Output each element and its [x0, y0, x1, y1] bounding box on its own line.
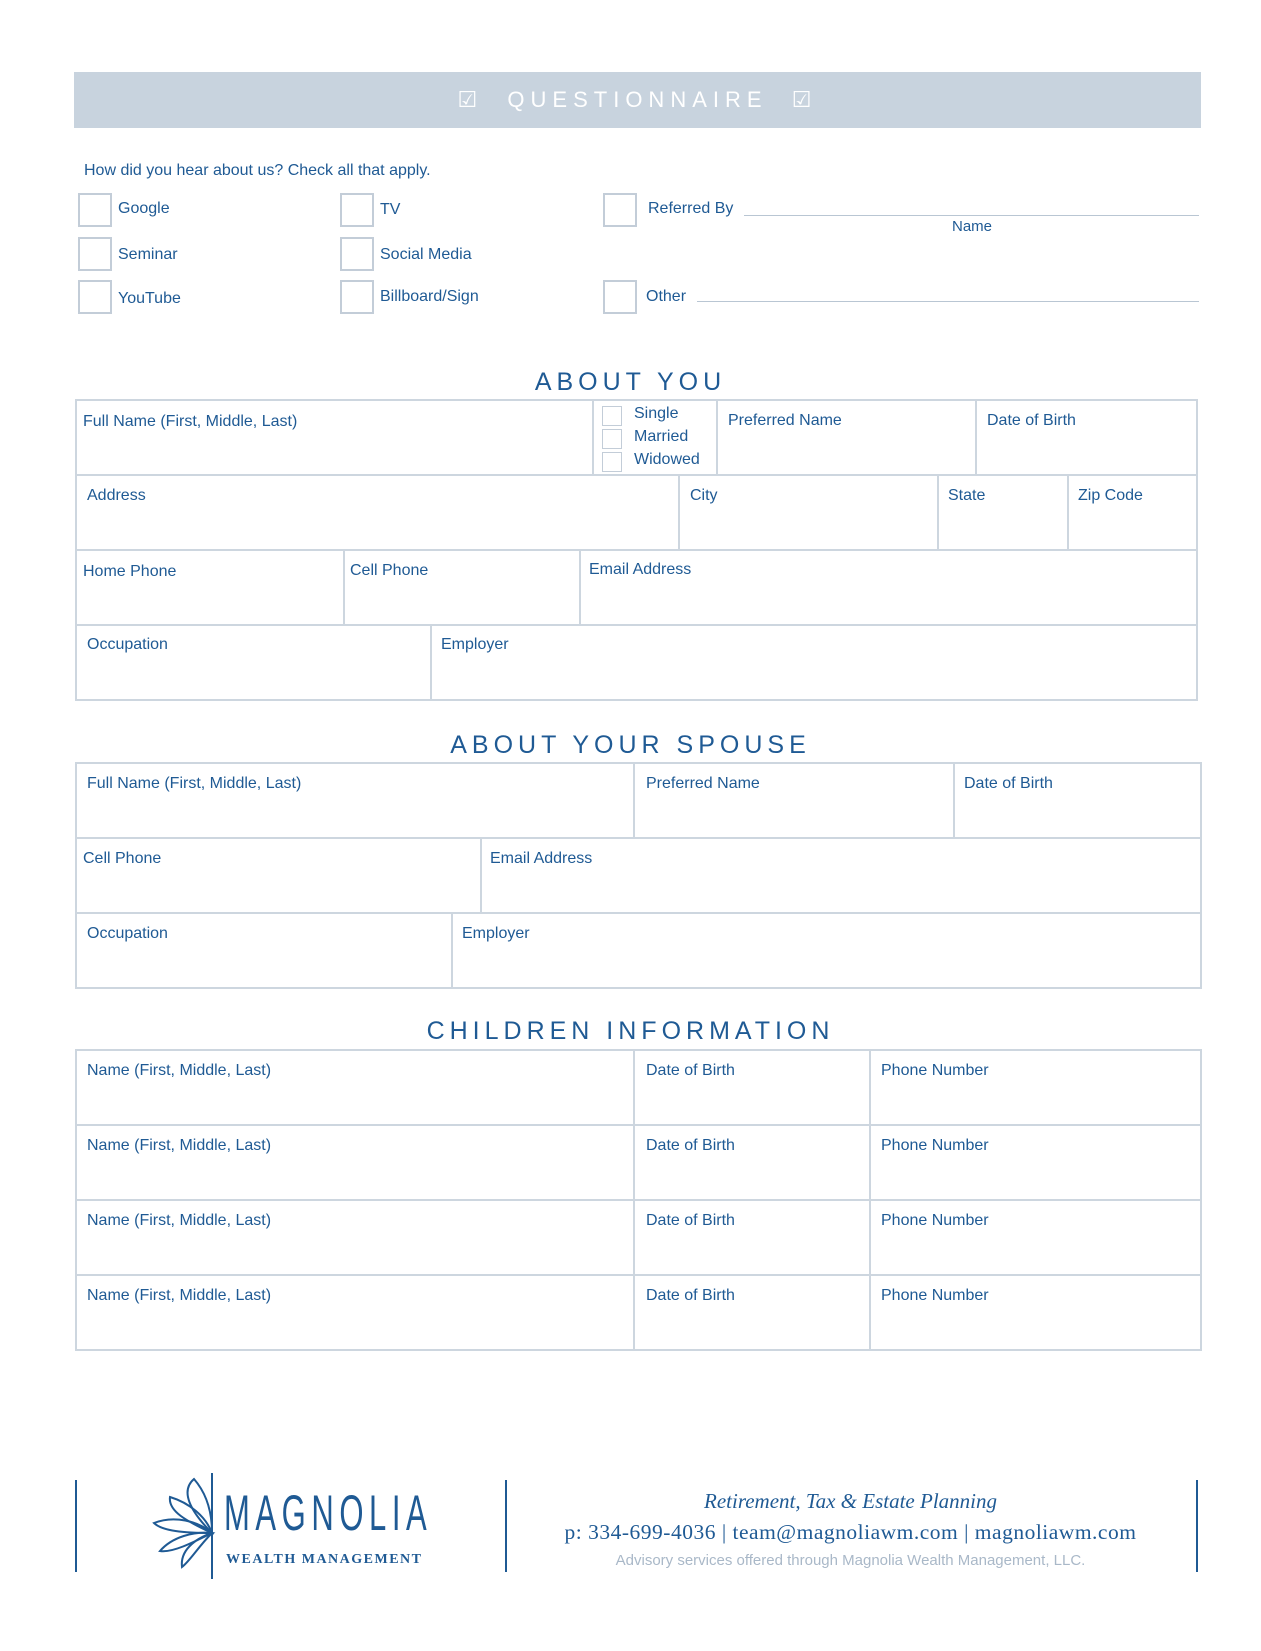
child-name-label: Name (First, Middle, Last)	[87, 1137, 272, 1154]
referral-prompt: How did you hear about us? Check all that apply.	[84, 162, 431, 179]
about-you-state-cell[interactable]	[939, 476, 1069, 551]
child-2-name-cell[interactable]	[77, 1126, 635, 1201]
about-spouse-grid	[75, 762, 1202, 989]
about-you-grid	[75, 399, 1198, 701]
section-title-about-you: ABOUT YOU	[534, 368, 727, 396]
employer-label: Employer	[441, 636, 509, 653]
banner-title: QUESTIONNAIRE	[507, 87, 768, 112]
child-1-phone-cell[interactable]	[871, 1051, 1200, 1126]
dob-label: Date of Birth	[987, 412, 1076, 429]
spouse-cell-phone-cell[interactable]	[77, 839, 482, 914]
spouse-dob-cell[interactable]	[955, 764, 1200, 839]
lotus-flower-icon	[150, 1471, 232, 1581]
about-you-occupation-cell[interactable]	[77, 626, 432, 699]
referred-by-name-line[interactable]	[744, 215, 1199, 216]
checkbox-single[interactable]	[602, 406, 622, 426]
about-you-cell-phone-cell[interactable]	[345, 551, 581, 626]
checkbox-seminar[interactable]	[78, 237, 112, 271]
other-label: Other	[646, 288, 687, 305]
marital-status-cell	[594, 401, 718, 476]
spouse-preferred-name-label: Preferred Name	[646, 775, 760, 792]
footer-tagline: Retirement, Tax & Estate Planning	[704, 1489, 997, 1513]
child-name-label: Name (First, Middle, Last)	[87, 1212, 272, 1229]
city-label: City	[690, 487, 718, 504]
about-you-email-cell[interactable]	[581, 551, 1196, 626]
spouse-dob-label: Date of Birth	[964, 775, 1053, 792]
child-name-label: Name (First, Middle, Last)	[87, 1287, 272, 1304]
about-you-address-cell[interactable]	[77, 476, 680, 551]
child-1-dob-cell[interactable]	[635, 1051, 871, 1126]
option-label-youtube: YouTube	[118, 290, 181, 307]
child-4-dob-cell[interactable]	[635, 1276, 871, 1349]
checkbox-referred-by[interactable]	[603, 193, 637, 227]
about-you-employer-cell[interactable]	[432, 626, 1196, 699]
other-line[interactable]	[697, 301, 1199, 302]
child-dob-label: Date of Birth	[646, 1287, 735, 1304]
child-1-name-cell[interactable]	[77, 1051, 635, 1126]
occupation-label: Occupation	[87, 636, 168, 653]
section-title-about-spouse: ABOUT YOUR SPOUSE	[450, 731, 811, 759]
spouse-preferred-name-cell[interactable]	[635, 764, 955, 839]
marital-label-single: Single	[634, 405, 679, 422]
section-title-children: CHILDREN INFORMATION	[426, 1017, 835, 1045]
spouse-occupation-cell[interactable]	[77, 914, 453, 987]
child-4-phone-cell[interactable]	[871, 1276, 1200, 1349]
questionnaire-banner	[74, 72, 1201, 128]
footer-divider-right	[1196, 1480, 1198, 1572]
spouse-full-name-cell[interactable]	[77, 764, 635, 839]
checkbox-google[interactable]	[78, 193, 112, 227]
child-name-label: Name (First, Middle, Last)	[87, 1062, 272, 1079]
child-3-dob-cell[interactable]	[635, 1201, 871, 1276]
option-label-social-media: Social Media	[380, 246, 472, 263]
child-phone-label: Phone Number	[881, 1287, 989, 1304]
checkbox-tv[interactable]	[340, 193, 374, 227]
child-dob-label: Date of Birth	[646, 1212, 735, 1229]
email-label: Email Address	[589, 561, 692, 578]
spouse-occupation-label: Occupation	[87, 925, 168, 942]
child-3-phone-cell[interactable]	[871, 1201, 1200, 1276]
spouse-email-label: Email Address	[490, 850, 593, 867]
spouse-employer-label: Employer	[462, 925, 530, 942]
children-grid	[75, 1049, 1202, 1351]
about-you-full-name-cell[interactable]	[77, 401, 594, 476]
child-phone-label: Phone Number	[881, 1137, 989, 1154]
option-label-seminar: Seminar	[118, 246, 178, 263]
logo-subtitle: WEALTH MANAGEMENT	[226, 1552, 423, 1567]
option-label-billboard-sign: Billboard/Sign	[380, 288, 479, 305]
banner-title-row	[74, 87, 1201, 113]
spouse-employer-cell[interactable]	[453, 914, 1200, 987]
footer-divider-left	[75, 1480, 77, 1572]
child-phone-label: Phone Number	[881, 1212, 989, 1229]
checkbox-social-media[interactable]	[340, 237, 374, 271]
spouse-email-cell[interactable]	[482, 839, 1200, 914]
marital-label-married: Married	[634, 428, 689, 445]
option-label-google: Google	[118, 200, 170, 217]
home-phone-label: Home Phone	[83, 563, 177, 580]
option-label-tv: TV	[380, 201, 401, 218]
child-dob-label: Date of Birth	[646, 1062, 735, 1079]
child-phone-label: Phone Number	[881, 1062, 989, 1079]
checkbox-married[interactable]	[602, 429, 622, 449]
referred-by-label: Referred By	[648, 200, 734, 217]
preferred-name-label: Preferred Name	[728, 412, 842, 429]
child-2-phone-cell[interactable]	[871, 1126, 1200, 1201]
checkbox-billboard-sign[interactable]	[340, 280, 374, 314]
spouse-full-name-label: Full Name (First, Middle, Last)	[87, 775, 302, 792]
marital-label-widowed: Widowed	[634, 451, 700, 468]
checkbox-youtube[interactable]	[78, 280, 112, 314]
zip-label: Zip Code	[1078, 487, 1143, 504]
checkbox-checked-icon: ☑	[457, 87, 484, 112]
cell-phone-label: Cell Phone	[350, 562, 429, 579]
checkbox-checked-icon: ☑	[791, 87, 818, 112]
about-you-dob-cell[interactable]	[977, 401, 1196, 476]
logo-wordmark: MAGNOLIA	[224, 1485, 433, 1541]
checkbox-other[interactable]	[603, 280, 637, 314]
footer-contact[interactable]: p: 334-699-4036 | team@magnoliawm.com | magnoliawm.com	[564, 1520, 1137, 1544]
footer-disclaimer: Advisory services offered through Magnolia Wealth Management, LLC.	[615, 1552, 1086, 1569]
child-2-dob-cell[interactable]	[635, 1126, 871, 1201]
state-label: State	[948, 487, 986, 504]
child-dob-label: Date of Birth	[646, 1137, 735, 1154]
about-you-zip-cell[interactable]	[1069, 476, 1196, 551]
about-you-preferred-name-cell[interactable]	[718, 401, 977, 476]
full-name-label: Full Name (First, Middle, Last)	[83, 413, 298, 430]
about-you-home-phone-cell[interactable]	[77, 551, 345, 626]
spouse-cell-phone-label: Cell Phone	[83, 850, 162, 867]
about-you-city-cell[interactable]	[680, 476, 939, 551]
child-4-name-cell[interactable]	[77, 1276, 635, 1349]
referred-by-name-caption: Name	[952, 218, 993, 235]
address-label: Address	[87, 487, 146, 504]
checkbox-widowed[interactable]	[602, 452, 622, 472]
child-3-name-cell[interactable]	[77, 1201, 635, 1276]
